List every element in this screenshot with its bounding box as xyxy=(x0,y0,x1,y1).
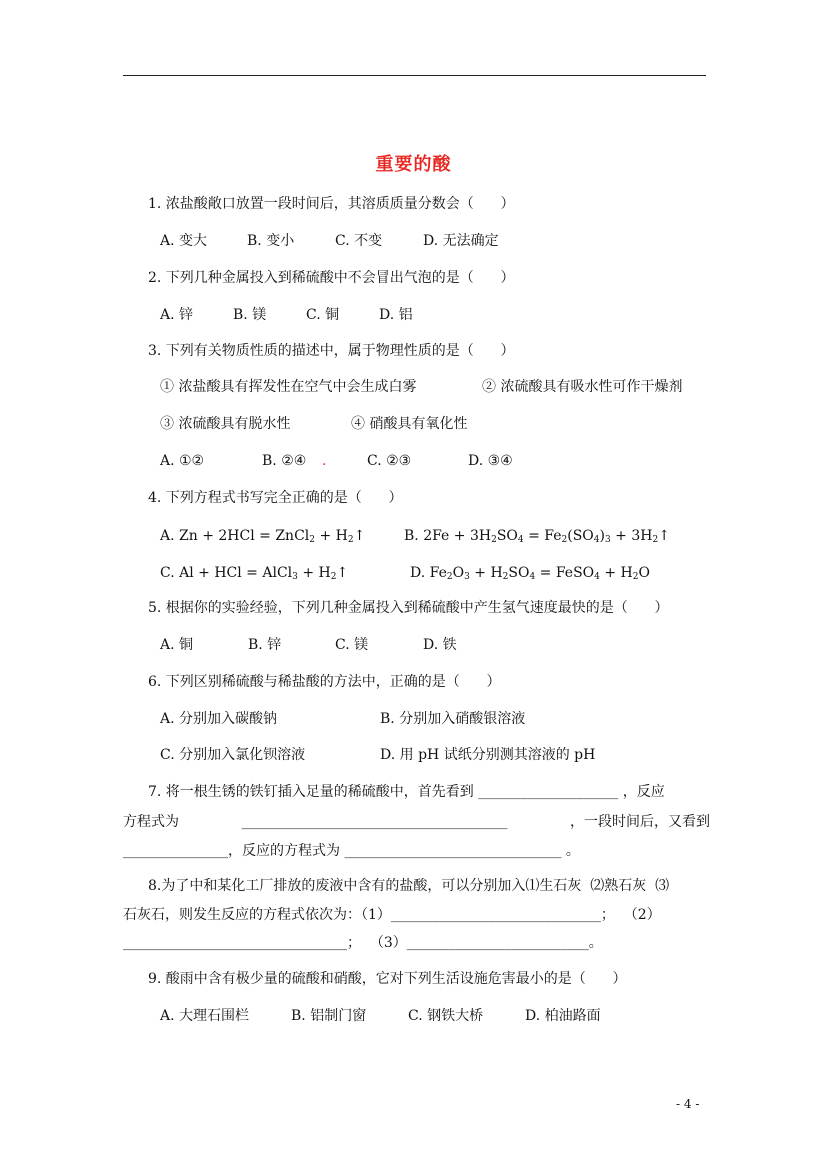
q1-option-a: A. 变大 xyxy=(160,233,208,249)
question-4: 4. 下列方程式书写完全正确的是（ ） xyxy=(148,490,403,506)
question-8-line-1: 8.为了中和某化工厂排放的废液中含有的盐酸，可以分别加入⑴生石灰 ⑵熟石灰 ⑶ xyxy=(148,878,670,894)
question-5: 5. 根据你的实验经验，下列几种金属投入到稀硫酸中产生氢气速度最快的是（ ） xyxy=(148,600,669,616)
q2-option-d: D. 铝 xyxy=(379,307,413,323)
q6-option-c: C. 分别加入氯化钡溶液 xyxy=(160,747,306,763)
q3-item-2: ② 浓硫酸具有吸水性可作干燥剂 xyxy=(482,379,683,395)
q9-option-b: B. 铝制门窗 xyxy=(291,1008,367,1024)
q3-item-4: ④ 硝酸具有氧化性 xyxy=(351,416,468,432)
question-7-line-3: _______________，反应的方程式为 _______________________________ 。 xyxy=(123,843,580,859)
q9-option-d: D. 柏油路面 xyxy=(525,1008,601,1024)
q4-option-b: B. $2Fe + 3H_2SO_4 = Fe_2(SO_4)_3$ + $3H_2↑$ xyxy=(404,528,670,545)
q7-text-a: 方程式为 xyxy=(123,814,179,830)
q7-text-b: ，一段时间后，又看到 xyxy=(570,814,710,830)
q1-option-c: C. 不变 xyxy=(335,233,383,249)
q7-blank-equation: ______________________________________ xyxy=(241,814,508,830)
q9-option-c: C. 钢铁大桥 xyxy=(408,1008,484,1024)
question-3: 3. 下列有关物质性质的描述中，属于物理性质的是（ ） xyxy=(148,343,515,359)
question-9: 9. 酸雨中含有极少量的硫酸和硝酸，它对下列生活设施危害最小的是（ ） xyxy=(148,971,627,987)
question-1: 1. 浓盐酸敞口放置一段时间后，其溶质质量分数会（ ） xyxy=(148,196,515,212)
q3-dot-mark: . xyxy=(322,453,327,469)
q2-option-a: A. 锌 xyxy=(160,307,194,323)
q6-option-a: A. 分别加入碳酸钠 xyxy=(160,711,278,727)
question-8-line-3: ________________________________； （3）__________________________。 xyxy=(123,935,603,951)
q5-option-d: D. 铁 xyxy=(423,637,457,653)
q4-option-c: C. Al + HCl = AlCl$_3$ + $H_2↑$ xyxy=(160,565,349,582)
q3-option-d: D. ③④ xyxy=(468,453,513,469)
q6-option-d: D. 用 pH 试纸分别测其溶液的 pH xyxy=(380,747,596,763)
q5-option-c: C. 镁 xyxy=(335,637,369,653)
q3-item-1: ① 浓盐酸具有挥发性在空气中会生成白雾 xyxy=(160,379,417,395)
q3-option-c: C. ②③ xyxy=(367,453,412,469)
q9-option-a: A. 大理石围栏 xyxy=(160,1008,250,1024)
page-number: - 4 - xyxy=(676,1097,700,1111)
q1-option-b: B. 变小 xyxy=(247,233,295,249)
q4-option-d: D. $Fe_2O_3 + H_2SO_4$ = FeSO$_4$ + $H_2O$ xyxy=(410,565,650,582)
q5-option-b: B. 锌 xyxy=(248,637,282,653)
q6-option-b: B. 分别加入硝酸银溶液 xyxy=(380,711,526,727)
q3-option-b: B. ②④ xyxy=(262,453,307,469)
q5-option-a: A. 铜 xyxy=(160,637,194,653)
question-6: 6. 下列区别稀硫酸与稀盐酸的方法中，正确的是（ ） xyxy=(148,674,501,690)
q3-item-3: ③ 浓硫酸具有脱水性 xyxy=(160,416,291,432)
q1-option-d: D. 无法确定 xyxy=(423,233,499,249)
q4-option-a: A. Zn + 2HCl = ZnCl$_2$ + $H_2↑$ xyxy=(160,528,366,545)
q3-option-a: A. ①② xyxy=(160,453,205,469)
header-rule xyxy=(123,75,706,76)
q2-option-c: C. 铜 xyxy=(306,307,340,323)
question-7-line-2 xyxy=(123,812,710,832)
question-7-line-1: 7. 将一根生锈的铁钉插入足量的稀硫酸中，首先看到 ____________________ ，反应 xyxy=(148,784,665,800)
q2-option-b: B. 镁 xyxy=(233,307,267,323)
page-title: 重要的酸 xyxy=(375,154,452,175)
question-2: 2. 下列几种金属投入到稀硫酸中不会冒出气泡的是（ ） xyxy=(148,270,515,286)
question-8-line-2: 石灰石，则发生反应的方程式依次为：（1）______________________________； （2） xyxy=(123,907,661,923)
